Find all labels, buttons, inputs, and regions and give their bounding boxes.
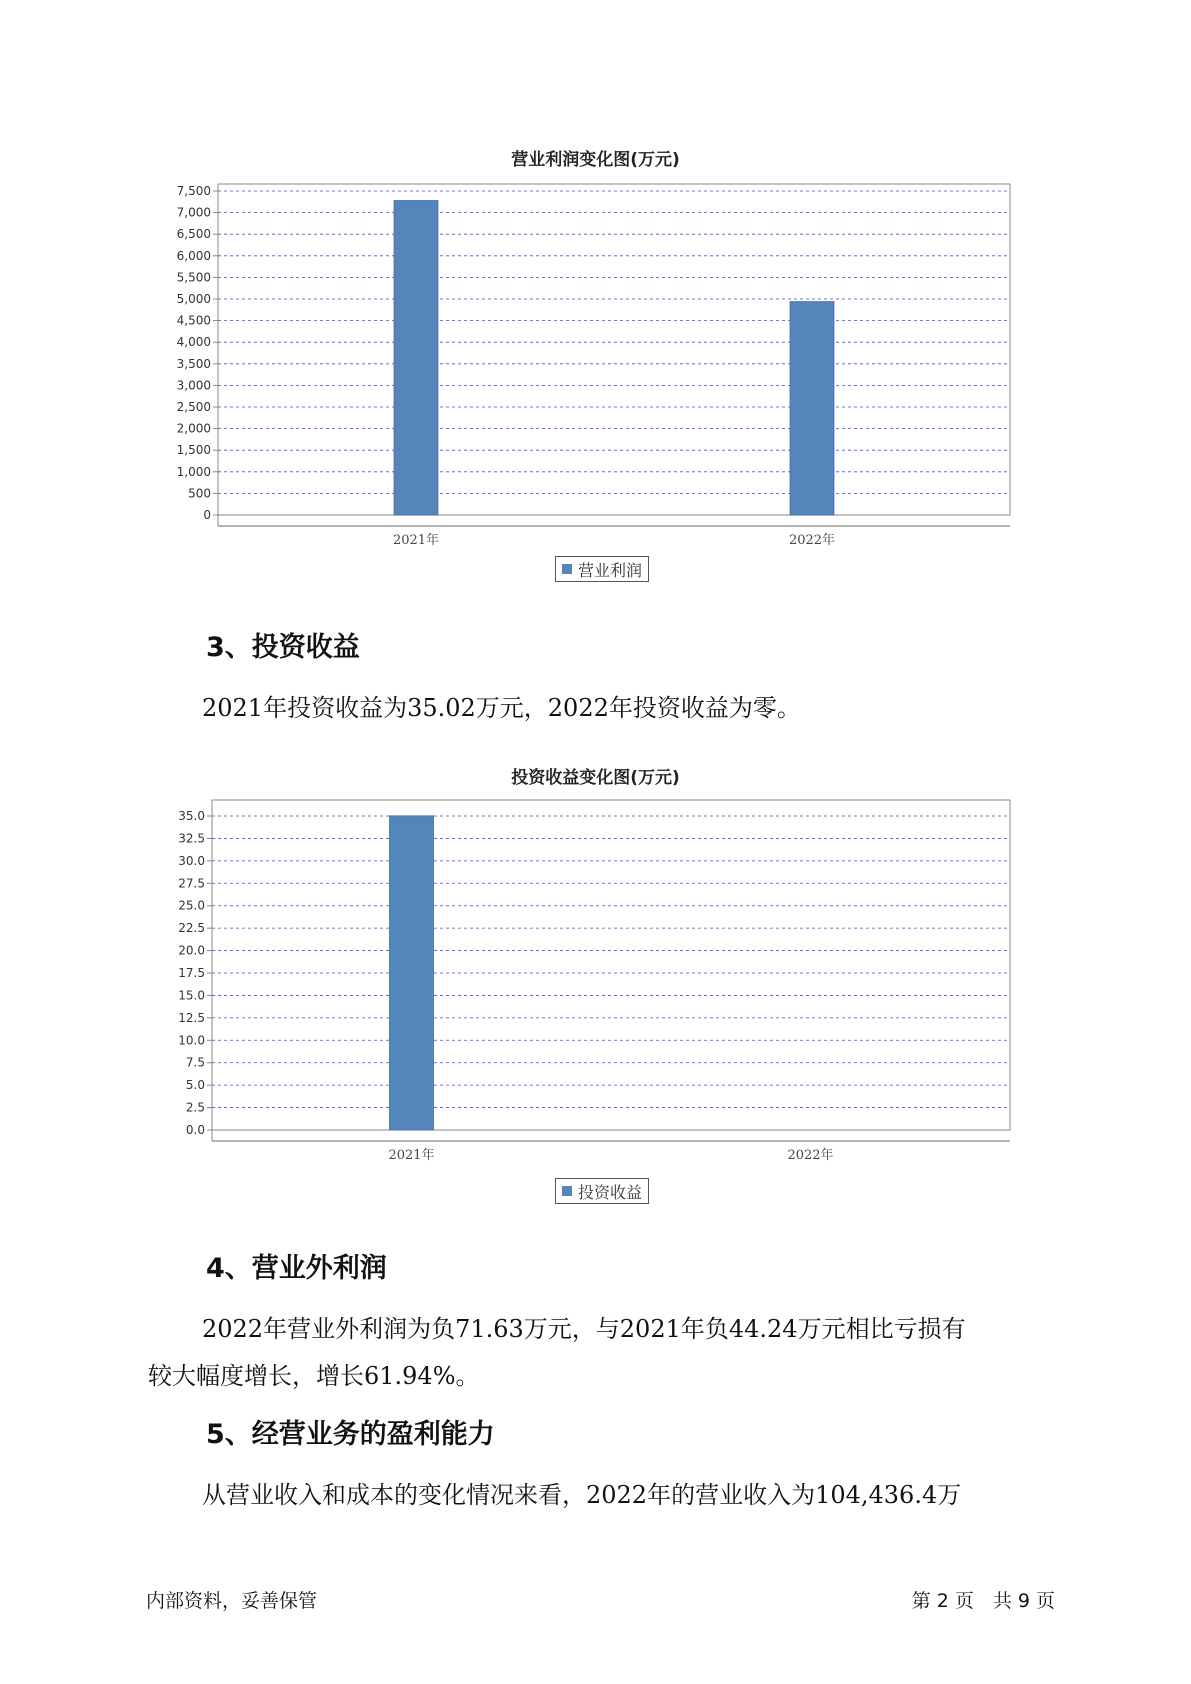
operating-profit-chart xyxy=(0,170,1191,548)
chart1-title: 营业利润变化图(万元) xyxy=(511,150,680,170)
y-tick-label: 10.0 xyxy=(178,1033,205,1048)
y-tick-label: 3,000 xyxy=(176,378,211,393)
x-category-label: 2021年 xyxy=(392,533,440,548)
y-tick-label: 1,500 xyxy=(176,443,211,458)
y-tick-label: 4,500 xyxy=(176,313,211,328)
x-category-label: 2022年 xyxy=(787,1148,834,1163)
legend-swatch-icon xyxy=(562,1186,572,1196)
y-tick-label: 5.0 xyxy=(185,1078,205,1093)
investment-income-chart xyxy=(0,790,1191,1163)
y-tick-label: 17.5 xyxy=(178,966,205,980)
y-tick-label: 6,500 xyxy=(176,227,211,242)
y-tick-label: 500 xyxy=(188,486,211,501)
section4-heading: 4、营业外利润 xyxy=(206,1253,387,1284)
footer-page-number: 第 2 页 共 9 页 xyxy=(911,1590,1055,1612)
section4-line1: 2022年营业外利润为负71.63万元，与2021年负44.24万元相比亏损有 xyxy=(202,1315,966,1343)
chart2-title: 投资收益变化图(万元) xyxy=(511,768,680,788)
y-tick-label: 7,500 xyxy=(176,184,211,198)
y-tick-label: 1,000 xyxy=(176,464,211,479)
y-tick-label: 2,000 xyxy=(176,421,211,436)
y-tick-label: 15.0 xyxy=(178,988,205,1003)
y-tick-label: 7,000 xyxy=(176,205,211,220)
y-tick-label: 5,000 xyxy=(176,292,211,306)
y-tick-label: 7.5 xyxy=(185,1055,205,1070)
bar-1 xyxy=(394,201,438,515)
chart1-legend xyxy=(555,556,649,582)
section5-heading: 5、经营业务的盈利能力 xyxy=(206,1419,495,1450)
y-tick-label: 6,000 xyxy=(176,248,211,263)
y-tick-label: 32.5 xyxy=(178,831,205,846)
y-tick-label: 27.5 xyxy=(178,876,205,891)
y-tick-label: 3,500 xyxy=(176,356,211,371)
x-category-label: 2021年 xyxy=(388,1148,435,1163)
y-tick-label: 35.0 xyxy=(178,809,205,823)
y-tick-label: 0 xyxy=(203,508,211,522)
section4-line2: 较大幅度增长，增长61.94%。 xyxy=(148,1362,480,1390)
y-tick-label: 0.0 xyxy=(185,1123,205,1137)
y-tick-label: 2,500 xyxy=(176,400,211,414)
section3-text: 2021年投资收益为35.02万元，2022年投资收益为零。 xyxy=(202,694,801,722)
bar-1 xyxy=(390,816,434,1130)
section5-text: 从营业收入和成本的变化情况来看，2022年的营业收入为104,436.4万 xyxy=(202,1481,962,1509)
chart2-legend xyxy=(555,1178,649,1204)
y-tick-label: 4,000 xyxy=(176,335,211,350)
y-tick-label: 2.5 xyxy=(185,1100,205,1115)
y-tick-label: 22.5 xyxy=(178,921,205,936)
footer-confidential: 内部资料，妥善保管 xyxy=(146,1590,318,1612)
plot-area xyxy=(218,184,1010,515)
legend-swatch-icon xyxy=(562,564,572,574)
y-tick-label: 30.0 xyxy=(178,853,205,868)
bar-2 xyxy=(790,302,834,515)
section3-heading: 3、投资收益 xyxy=(206,632,360,663)
plot-area xyxy=(212,800,1010,1130)
y-tick-label: 20.0 xyxy=(178,943,205,958)
x-category-label: 2022年 xyxy=(788,533,836,548)
chart2-legend-label: 投资收益 xyxy=(578,1182,643,1202)
y-tick-label: 25.0 xyxy=(178,898,205,913)
y-tick-label: 12.5 xyxy=(178,1010,205,1025)
y-tick-label: 5,500 xyxy=(176,270,211,285)
chart1-legend-label: 营业利润 xyxy=(578,560,643,580)
